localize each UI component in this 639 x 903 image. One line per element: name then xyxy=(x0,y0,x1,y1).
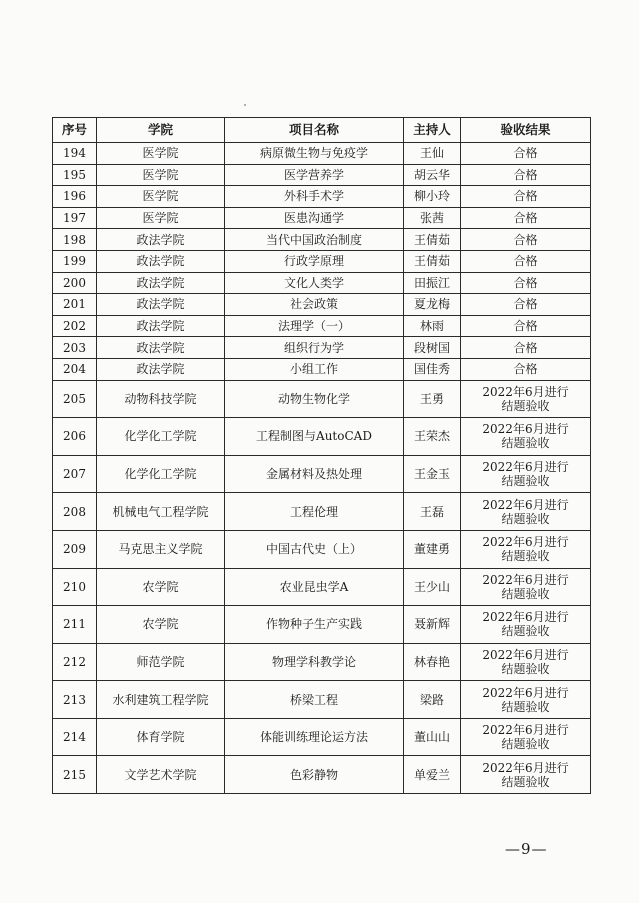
table-row xyxy=(53,681,591,719)
cell-college: 政法学院 xyxy=(97,337,225,359)
cell-serial-number: 211 xyxy=(53,606,97,644)
cell-college: 体育学院 xyxy=(97,718,225,756)
table-row xyxy=(53,358,591,380)
table-row xyxy=(53,229,591,251)
cell-college: 医学院 xyxy=(97,143,225,165)
cell-serial-number: 199 xyxy=(53,250,97,272)
cell-project-name: 当代中国政治制度 xyxy=(225,229,404,251)
cell-project-name: 金属材料及热处理 xyxy=(225,455,404,493)
table-row xyxy=(53,143,591,165)
cell-college: 机械电气工程学院 xyxy=(97,493,225,531)
cell-project-name: 作物种子生产实践 xyxy=(225,606,404,644)
cell-college: 师范学院 xyxy=(97,643,225,681)
result-line-1: 2022年6月进行 xyxy=(482,535,569,550)
cell-college: 政法学院 xyxy=(97,294,225,316)
cell-college: 化学化工学院 xyxy=(97,455,225,493)
cell-project-name: 医学营养学 xyxy=(225,164,404,186)
cell-college: 医学院 xyxy=(97,164,225,186)
cell-serial-number: 212 xyxy=(53,643,97,681)
table-row xyxy=(53,207,591,229)
cell-host: 段树国 xyxy=(404,337,461,359)
table-row xyxy=(53,315,591,337)
result-line-2: 结题验收 xyxy=(501,586,550,601)
table-row xyxy=(53,568,591,606)
cell-result xyxy=(461,718,591,756)
cell-result xyxy=(461,455,591,493)
scan-speck xyxy=(244,104,246,106)
cell-project-name: 行政学原理 xyxy=(225,250,404,272)
cell-project-name: 社会政策 xyxy=(225,294,404,316)
cell-result xyxy=(461,568,591,606)
cell-host: 夏龙梅 xyxy=(404,294,461,316)
cell-result xyxy=(461,380,591,418)
table-row xyxy=(53,455,591,493)
cell-host: 王勇 xyxy=(404,380,461,418)
cell-host: 国佳秀 xyxy=(404,358,461,380)
cell-serial-number: 210 xyxy=(53,568,97,606)
result-line-1: 2022年6月进行 xyxy=(482,460,569,475)
cell-project-name: 动物生物化学 xyxy=(225,380,404,418)
cell-result xyxy=(461,681,591,719)
result-line-1: 2022年6月进行 xyxy=(482,384,569,399)
cell-college: 医学院 xyxy=(97,207,225,229)
table-row xyxy=(53,418,591,456)
cell-college: 医学院 xyxy=(97,186,225,208)
table-row xyxy=(53,164,591,186)
cell-result xyxy=(461,493,591,531)
table-row xyxy=(53,718,591,756)
table-row xyxy=(53,294,591,316)
table-row xyxy=(53,756,591,794)
cell-host: 梁路 xyxy=(404,681,461,719)
cell-serial-number: 198 xyxy=(53,229,97,251)
cell-serial-number: 215 xyxy=(53,756,97,794)
cell-result: 合格 xyxy=(461,337,591,359)
result-line-2: 结题验收 xyxy=(501,699,550,714)
result-line-1: 2022年6月进行 xyxy=(482,685,569,700)
cell-college: 农学院 xyxy=(97,568,225,606)
header-college: 学院 xyxy=(97,118,225,143)
cell-college: 农学院 xyxy=(97,606,225,644)
cell-serial-number: 197 xyxy=(53,207,97,229)
cell-college: 政法学院 xyxy=(97,272,225,294)
table-row xyxy=(53,643,591,681)
cell-result: 合格 xyxy=(461,294,591,316)
cell-serial-number: 213 xyxy=(53,681,97,719)
cell-serial-number: 208 xyxy=(53,493,97,531)
cell-college: 水利建筑工程学院 xyxy=(97,681,225,719)
cell-result xyxy=(461,756,591,794)
cell-college: 动物科技学院 xyxy=(97,380,225,418)
table-row xyxy=(53,493,591,531)
cell-host: 王金玉 xyxy=(404,455,461,493)
cell-serial-number: 194 xyxy=(53,143,97,165)
cell-host: 林雨 xyxy=(404,315,461,337)
cell-serial-number: 196 xyxy=(53,186,97,208)
cell-host: 王磊 xyxy=(404,493,461,531)
cell-college: 马克思主义学院 xyxy=(97,530,225,568)
cell-host: 柳小玲 xyxy=(404,186,461,208)
cell-result xyxy=(461,643,591,681)
result-line-1: 2022年6月进行 xyxy=(482,422,569,437)
header-project-name: 项目名称 xyxy=(225,118,404,143)
cell-serial-number: 203 xyxy=(53,337,97,359)
cell-project-name: 病原微生物与免疫学 xyxy=(225,143,404,165)
table-header-row xyxy=(53,118,591,143)
header-serial-number: 序号 xyxy=(53,118,97,143)
cell-serial-number: 201 xyxy=(53,294,97,316)
result-line-1: 2022年6月进行 xyxy=(482,760,569,775)
cell-serial-number: 195 xyxy=(53,164,97,186)
cell-host: 林春艳 xyxy=(404,643,461,681)
table-row xyxy=(53,272,591,294)
cell-project-name: 工程伦理 xyxy=(225,493,404,531)
cell-college: 政法学院 xyxy=(97,250,225,272)
cell-result: 合格 xyxy=(461,207,591,229)
cell-result: 合格 xyxy=(461,250,591,272)
cell-result: 合格 xyxy=(461,143,591,165)
result-line-2: 结题验收 xyxy=(501,474,550,489)
result-line-2: 结题验收 xyxy=(501,661,550,676)
cell-serial-number: 200 xyxy=(53,272,97,294)
result-line-1: 2022年6月进行 xyxy=(482,572,569,587)
table-row xyxy=(53,337,591,359)
cell-project-name: 小组工作 xyxy=(225,358,404,380)
cell-serial-number: 207 xyxy=(53,455,97,493)
table-row xyxy=(53,250,591,272)
header-host: 主持人 xyxy=(404,118,461,143)
cell-result: 合格 xyxy=(461,315,591,337)
cell-host: 王荣杰 xyxy=(404,418,461,456)
page-number: —9— xyxy=(505,840,548,858)
cell-project-name: 物理学科教学论 xyxy=(225,643,404,681)
cell-host: 田振江 xyxy=(404,272,461,294)
cell-project-name: 文化人类学 xyxy=(225,272,404,294)
cell-result xyxy=(461,606,591,644)
cell-host: 王倩茹 xyxy=(404,229,461,251)
cell-host: 王倩茹 xyxy=(404,250,461,272)
table-row xyxy=(53,530,591,568)
cell-project-name: 外科手术学 xyxy=(225,186,404,208)
cell-serial-number: 209 xyxy=(53,530,97,568)
result-line-1: 2022年6月进行 xyxy=(482,723,569,738)
cell-result: 合格 xyxy=(461,164,591,186)
cell-college: 政法学院 xyxy=(97,229,225,251)
cell-project-name: 法理学（一） xyxy=(225,315,404,337)
cell-project-name: 色彩静物 xyxy=(225,756,404,794)
cell-result: 合格 xyxy=(461,229,591,251)
cell-serial-number: 204 xyxy=(53,358,97,380)
cell-project-name: 组织行为学 xyxy=(225,337,404,359)
cell-host: 董山山 xyxy=(404,718,461,756)
cell-host: 王少山 xyxy=(404,568,461,606)
result-line-1: 2022年6月进行 xyxy=(482,610,569,625)
cell-result: 合格 xyxy=(461,358,591,380)
cell-project-name: 农业昆虫学A xyxy=(225,568,404,606)
result-line-1: 2022年6月进行 xyxy=(482,497,569,512)
result-line-2: 结题验收 xyxy=(501,774,550,789)
table-row xyxy=(53,186,591,208)
cell-project-name: 医患沟通学 xyxy=(225,207,404,229)
result-line-2: 结题验收 xyxy=(501,549,550,564)
cell-serial-number: 205 xyxy=(53,380,97,418)
table-row xyxy=(53,380,591,418)
result-line-2: 结题验收 xyxy=(501,436,550,451)
cell-project-name: 桥梁工程 xyxy=(225,681,404,719)
project-acceptance-table xyxy=(52,117,591,794)
result-line-2: 结题验收 xyxy=(501,511,550,526)
cell-college: 文学艺术学院 xyxy=(97,756,225,794)
header-acceptance-result: 验收结果 xyxy=(461,118,591,143)
table-row xyxy=(53,606,591,644)
cell-host: 张茜 xyxy=(404,207,461,229)
cell-host: 董建勇 xyxy=(404,530,461,568)
result-line-2: 结题验收 xyxy=(501,624,550,639)
cell-host: 王仙 xyxy=(404,143,461,165)
cell-project-name: 体能训练理论运方法 xyxy=(225,718,404,756)
cell-result: 合格 xyxy=(461,186,591,208)
cell-host: 胡云华 xyxy=(404,164,461,186)
cell-result xyxy=(461,418,591,456)
cell-serial-number: 202 xyxy=(53,315,97,337)
cell-project-name: 中国古代史（上） xyxy=(225,530,404,568)
cell-college: 政法学院 xyxy=(97,315,225,337)
result-line-1: 2022年6月进行 xyxy=(482,647,569,662)
cell-project-name: 工程制图与AutoCAD xyxy=(225,418,404,456)
cell-result xyxy=(461,530,591,568)
cell-host: 聂新辉 xyxy=(404,606,461,644)
cell-host: 单爱兰 xyxy=(404,756,461,794)
result-line-2: 结题验收 xyxy=(501,737,550,752)
result-line-2: 结题验收 xyxy=(501,398,550,413)
cell-serial-number: 206 xyxy=(53,418,97,456)
cell-college: 化学化工学院 xyxy=(97,418,225,456)
cell-result: 合格 xyxy=(461,272,591,294)
cell-college: 政法学院 xyxy=(97,358,225,380)
cell-serial-number: 214 xyxy=(53,718,97,756)
